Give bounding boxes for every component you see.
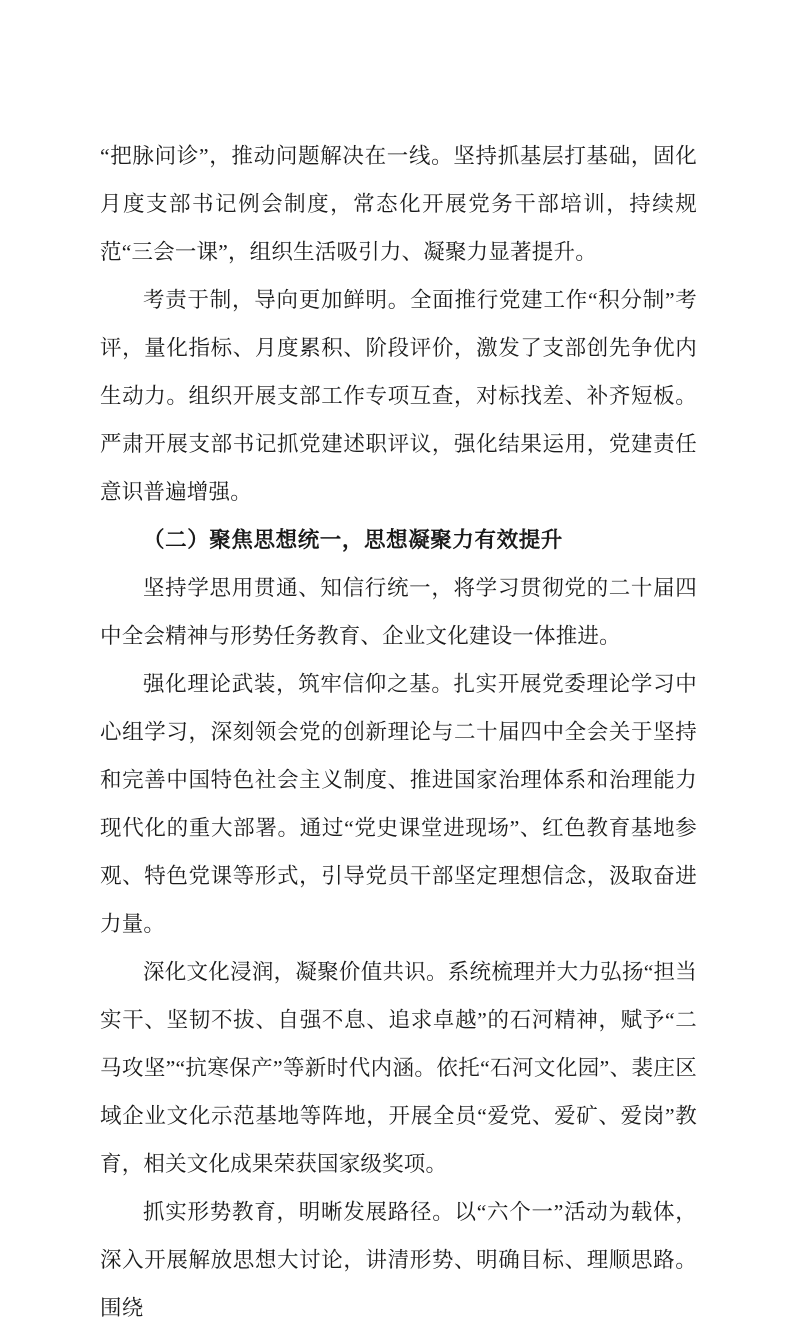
paragraph-5: 强化理论武装，筑牢信仰之基。扎实开展党委理论学习中心组学习，深刻领会党的创新理论与二十届四中全会关于坚持和完善中国特色社会主义制度、推进国家治理体系和治理能力现代化的重大部署。通过“党史课堂进现场”、红色教育基地参观、特色党课等形式，引导党员干部坚定理想信念，汲取奋进力量。	[100, 672, 697, 936]
section-heading-2: （二）聚焦思想统一，思想凝聚力有效提升	[143, 528, 563, 552]
document-body	[100, 132, 697, 1332]
paragraph-1: “把脉问诊”，推动问题解决在一线。坚持抓基层打基础，固化月度支部书记例会制度，常态化开展党务干部培训，持续规范“三会一课”，组织生活吸引力、凝聚力显著提升。	[100, 144, 697, 264]
paragraph-6: 深化文化浸润，凝聚价值共识。系统梳理并大力弘扬“担当实干、坚韧不拔、自强不息、追求卓越”的石河精神，赋予“二马攻坚”“抗寒保产”等新时代内涵。依托“石河文化园”、裴庄区域企业文化示范基地等阵地，开展全员“爱党、爱矿、爱岗”教育，相关文化成果荣获国家级奖项。	[100, 960, 697, 1176]
paragraph-2: 考责于制，导向更加鲜明。全面推行党建工作“积分制”考评，量化指标、月度累积、阶段评价，激发了支部创先争优内生动力。组织开展支部工作专项互查，对标找差、补齐短板。严肃开展支部书记抓党建述职评议，强化结果运用，党建责任意识普遍增强。	[100, 288, 697, 504]
paragraph-4: 坚持学思用贯通、知信行统一，将学习贯彻党的二十届四中全会精神与形势任务教育、企业文化建设一体推进。	[100, 576, 697, 648]
paragraph-7: 抓实形势教育，明晰发展路径。以“六个一”活动为载体，深入开展解放思想大讨论，讲清形势、明确目标、理顺思路。围绕	[100, 1200, 697, 1320]
